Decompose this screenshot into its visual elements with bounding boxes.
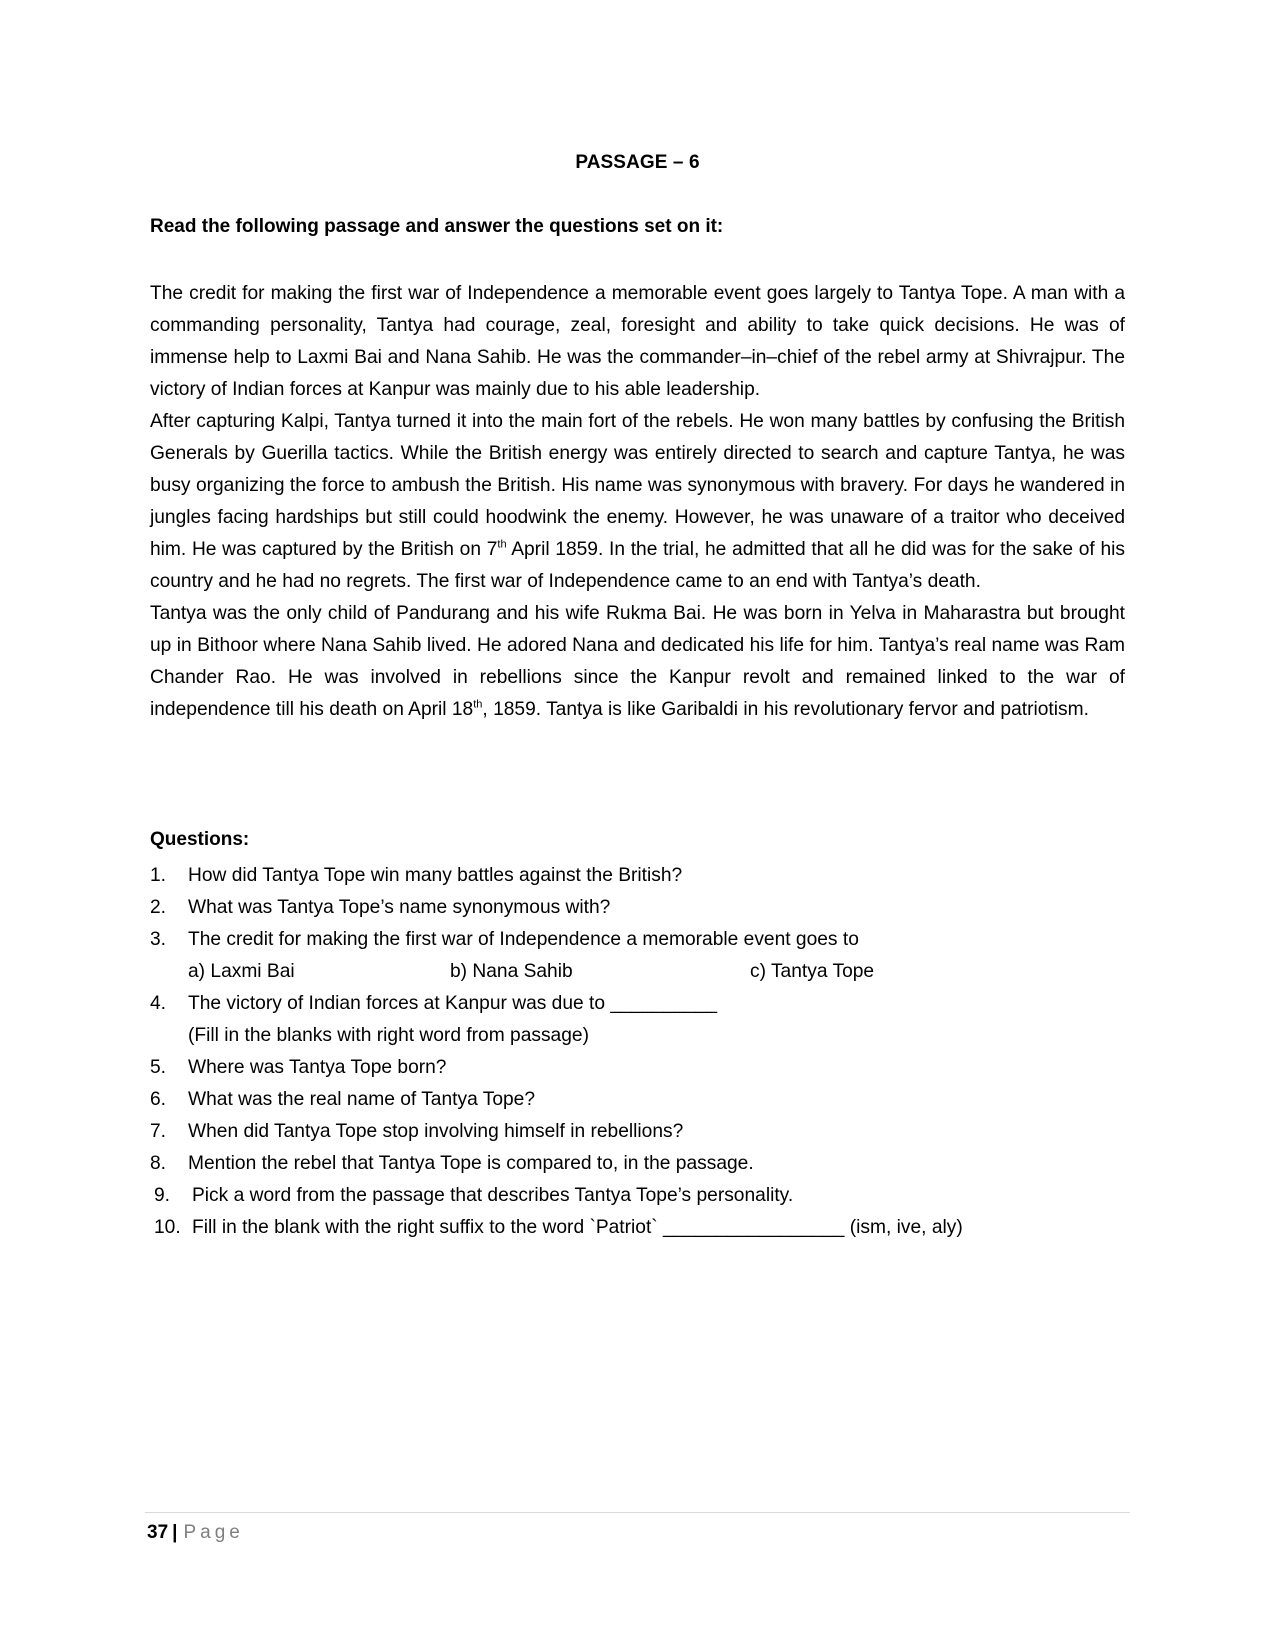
question-text: Pick a word from the passage that describes Tantya Tope’s personality. [192, 1185, 794, 1206]
footer-separator: | [172, 1522, 178, 1543]
page-number: 37 [147, 1522, 169, 1543]
paragraph-2-text-b: April 1859. In the trial, he admitted that all he did was for the sake of his country and he had no regrets. The first war of Independence came to an end with Tantya’s death. [150, 539, 1125, 592]
question-number: 9. [154, 1185, 171, 1206]
paragraph-2-text-a: After capturing Kalpi, Tantya turned it into the main fort of the rebels. He won many battles by confusing the British Generals by Guerilla tactics. While the British energy was entirely directed to search and capture Tantya, he was busy organizing the force to ambush the British. His name was synonymous with bravery. For days he wandered in jungles facing hardships but still could hoodwink the enemy. However, he was unaware of a traitor who deceived him. He was captured by the British on 7 [150, 411, 1125, 560]
question-text: The credit for making the first war of Independence a memorable event goes to [188, 929, 859, 950]
question-item [150, 1148, 1125, 1180]
question-number: 2. [150, 897, 167, 918]
superscript-th: th [497, 538, 507, 551]
option-a: a) Laxmi Bai [188, 961, 295, 982]
question-item [150, 1212, 1125, 1244]
footer-divider [145, 1512, 1130, 1513]
paragraph-1-text: The credit for making the first war of Independence a memorable event goes largely to Tantya Tope. A man with a commanding personality, Tantya had courage, zeal, foresight and ability to take quick decisions. He was of immense help to Laxmi Bai and Nana Sahib. He was the commander–in–chief of the rebel army at Shivrajpur. The victory of Indian forces at Kanpur was mainly due to his able leadership. [150, 283, 1125, 400]
passage-title: PASSAGE – 6 [575, 152, 700, 173]
question-text: Mention the rebel that Tantya Tope is compared to, in the passage. [188, 1153, 754, 1174]
question-number: 1. [150, 865, 167, 886]
question-text: Where was Tantya Tope born? [188, 1057, 447, 1078]
question-text: What was Tantya Tope’s name synonymous with? [188, 897, 611, 918]
superscript-th: th [473, 698, 483, 711]
question-item [150, 988, 1125, 1052]
instruction-text: Read the following passage and answer the questions set on it: [150, 216, 724, 237]
question-item [150, 892, 1125, 924]
question-item [150, 860, 1125, 892]
question-number: 6. [150, 1089, 167, 1110]
page-footer [147, 1522, 244, 1544]
question-text: How did Tantya Tope win many battles against the British? [188, 865, 683, 886]
question-item [150, 924, 1125, 988]
question-note: (Fill in the blanks with right word from passage) [188, 1025, 589, 1046]
question-text: The victory of Indian forces at Kanpur was due to __________ [188, 993, 718, 1014]
passage-paragraph-2 [150, 406, 1125, 598]
paragraph-3-text-a: Tantya was the only child of Pandurang and his wife Rukma Bai. He was born in Yelva in Maharastra but brought up in Bithoor where Nana Sahib lived. He adored Nana and dedicated his life for him. Tantya’s real name was Ram Chander Rao. He was involved in rebellions since the Kanpur revolt and remained linked to the war of independence till his death on April 18 [150, 603, 1125, 720]
question-number: 7. [150, 1121, 167, 1142]
passage-paragraph-3 [150, 598, 1125, 726]
question-text: What was the real name of Tantya Tope? [188, 1089, 536, 1110]
question-number: 8. [150, 1153, 167, 1174]
option-b: b) Nana Sahib [450, 961, 573, 982]
question-item [150, 1180, 1125, 1212]
question-number: 5. [150, 1057, 167, 1078]
passage-paragraph-1 [150, 278, 1125, 406]
question-item [150, 1084, 1125, 1116]
question-number: 4. [150, 993, 167, 1014]
question-number: 10. [154, 1217, 181, 1238]
questions-list [150, 860, 1125, 1244]
passage-body [150, 278, 1125, 726]
question-item [150, 1052, 1125, 1084]
question-text: Fill in the blank with the right suffix to the word `Patriot` _________________ (ism, ive, aly) [192, 1217, 963, 1238]
question-options [188, 956, 1125, 988]
question-item [150, 1116, 1125, 1148]
page-label: Page [183, 1522, 244, 1543]
questions-heading: Questions: [150, 829, 250, 850]
question-number: 3. [150, 929, 167, 950]
paragraph-3-text-b: , 1859. Tantya is like Garibaldi in his revolutionary fervor and patriotism. [482, 699, 1089, 720]
document-page [147, 0, 1125, 1651]
question-text: When did Tantya Tope stop involving himself in rebellions? [188, 1121, 684, 1142]
option-c: c) Tantya Tope [750, 961, 875, 982]
